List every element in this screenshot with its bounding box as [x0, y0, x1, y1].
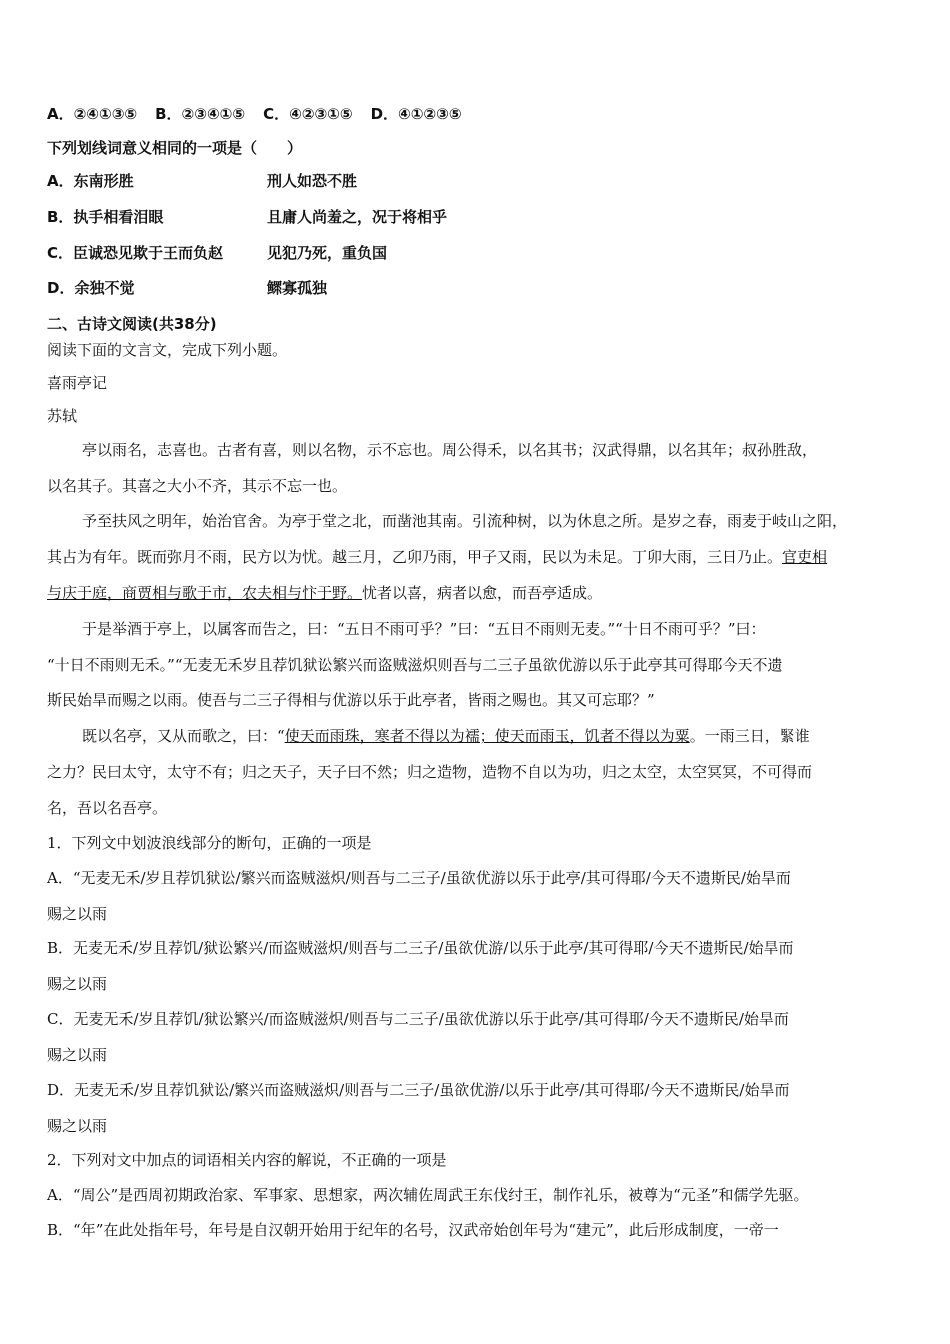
q2-stem: 2．下列对文中加点的词语相关内容的解说，不正确的一项是: [47, 1151, 447, 1169]
q1-stem: 1．下列文中划波浪线部分的断句，正确的一项是: [47, 834, 372, 852]
q1-option-a-line2: 赐之以雨: [47, 905, 108, 923]
passage-p2-line1: 予至扶风之明年，始治官舍。为亭于堂之北，而凿池其南。引流种树，以为休息之所。是岁之春，雨麦于岐山之阳，: [82, 512, 848, 530]
passage-p2-line3: [47, 582, 602, 603]
meaning-option-b-right: 且庸人尚羞之，况于将相乎: [267, 208, 448, 226]
passage-title: 喜雨亭记: [47, 374, 108, 392]
passage-p4-line3: 名，吾以名吾亭。: [47, 799, 168, 817]
meaning-option-a-left: A．东南形胜: [47, 172, 134, 190]
meaning-option-b: [47, 206, 607, 228]
passage-underlined-text: 使天而雨珠，寒者不得以为襦；使天而雨玉，饥者不得以为粟: [284, 727, 690, 745]
passage-p1-line2: 以名其子。其喜之大小不齐，其示不忘一也。: [47, 477, 348, 495]
meaning-option-d-right: 鳏寡孤独: [267, 279, 328, 297]
q1-option-c-line1: C．无麦无禾/岁且荐饥/狱讼繁兴/而盗贼滋炽/则吾与二三子/虽欲优游以乐于此亭/其可得耶/今天不遗斯民/始旱而: [47, 1010, 789, 1028]
passage-p3-line3: 斯民始旱而赐之以雨。使吾与二三子得相与优游以乐于此亭者，皆雨之赐也。其又可忘耶？”: [47, 691, 655, 709]
meaning-option-a: [47, 170, 607, 192]
passage-underlined-text: 官吏相: [782, 548, 828, 566]
passage-author: 苏轼: [47, 407, 78, 425]
meaning-question-stem: 下列划线词意义相同的一项是（ ）: [47, 139, 303, 157]
passage-p2-line3-text: 忧者以喜，病者以愈，而吾亭适成。: [362, 584, 603, 602]
section-instruction: 阅读下面的文言文，完成下列小题。: [47, 341, 288, 359]
meaning-option-c-right: 见犯乃死，重负国: [267, 244, 388, 262]
option-c: C．④②③①⑤: [263, 105, 353, 123]
q1-option-c-line2: 赐之以雨: [47, 1046, 108, 1064]
passage-p4-line2: 之力？民曰太守，太守不有；归之天子，天子曰不然；归之造物，造物不自以为功，归之太空，太空冥冥，不可得而: [47, 763, 813, 781]
section-heading: 二、古诗文阅读(共38分): [47, 315, 217, 333]
q1-option-d-line1: D．无麦无禾/岁且荐饥狱讼/繁兴而盗贼滋炽/则吾与二三子/虽欲优游/以乐于此亭/其可得耶/今天不遗斯民/始旱而: [47, 1081, 790, 1099]
meaning-option-c-left: C．臣诚恐见欺于王而负赵: [47, 244, 224, 262]
option-b: B．②③④①⑤: [155, 105, 246, 123]
passage-underlined-text: 与庆于庭，商贾相与歌于市，农夫相与忭于野。: [47, 584, 363, 602]
meaning-option-a-right: 刑人如恐不胜: [267, 172, 358, 190]
passage-p2-line2-text: 其占为有年。既而弥月不雨，民方以为忧。越三月，乙卯乃雨，甲子又雨，民以为未足。丁卯大雨，三日乃止。: [47, 548, 783, 566]
option-a: A．②④①③⑤: [47, 105, 138, 123]
passage-p3-line2: “十日不雨则无禾。”“无麦无禾岁且荐饥狱讼繁兴而盗贼滋炽则吾与二三子虽欲优游以乐于此亭其可得耶今天不遗: [47, 656, 783, 674]
ordering-options-row: [47, 103, 462, 124]
passage-p3-line1: 于是举酒于亭上，以属客而告之，曰：“五日不雨可乎？”曰：“五日不雨则无麦。”“十日不雨可乎？”曰：: [82, 620, 766, 638]
q1-option-b-line1: B．无麦无禾/岁且荐饥/狱讼繁兴/而盗贼滋炽/则吾与二三子/虽欲优游/以乐于此亭/其可得耶/今天不遗斯民/始旱而: [47, 939, 794, 957]
q1-option-d-line2: 赐之以雨: [47, 1117, 108, 1135]
meaning-option-b-left: B．执手相看泪眼: [47, 208, 164, 226]
passage-p4-line1: [82, 725, 810, 746]
option-d: D．④①②③⑤: [370, 105, 462, 123]
q2-option-b: B．“年”在此处指年号，年号是自汉朝开始用于纪年的名号，汉武帝始创年号为“建元”，此后形成制度，一帝一: [47, 1221, 779, 1239]
passage-p2-line2: [47, 546, 827, 567]
meaning-option-d-left: D．余独不觉: [47, 279, 135, 297]
passage-p1-line1: 亭以雨名，志喜也。古者有喜，则以名物，示不忘也。周公得禾，以名其书；汉武得鼎，以名其年；叔孙胜敌，: [82, 441, 818, 459]
q1-option-a-line1: A．“无麦无禾/岁且荐饥狱讼/繁兴而盗贼滋炽/则吾与二三子/虽欲优游以乐于此亭/其可得耶/今天不遗斯民/始旱而: [47, 869, 791, 887]
q1-option-b-line2: 赐之以雨: [47, 975, 108, 993]
passage-p4-line1-text: 既以名亭，又从而歌之，曰：“: [82, 727, 285, 745]
meaning-option-d: [47, 277, 607, 299]
passage-p4-line1-tail: 。一雨三日，緊谁: [689, 727, 810, 745]
q2-option-a: A．“周公”是西周初期政治家、军事家、思想家，两次辅佐周武王东伐纣王，制作礼乐，被尊为“元圣”和儒学先驱。: [47, 1186, 809, 1204]
meaning-option-c: [47, 242, 607, 264]
